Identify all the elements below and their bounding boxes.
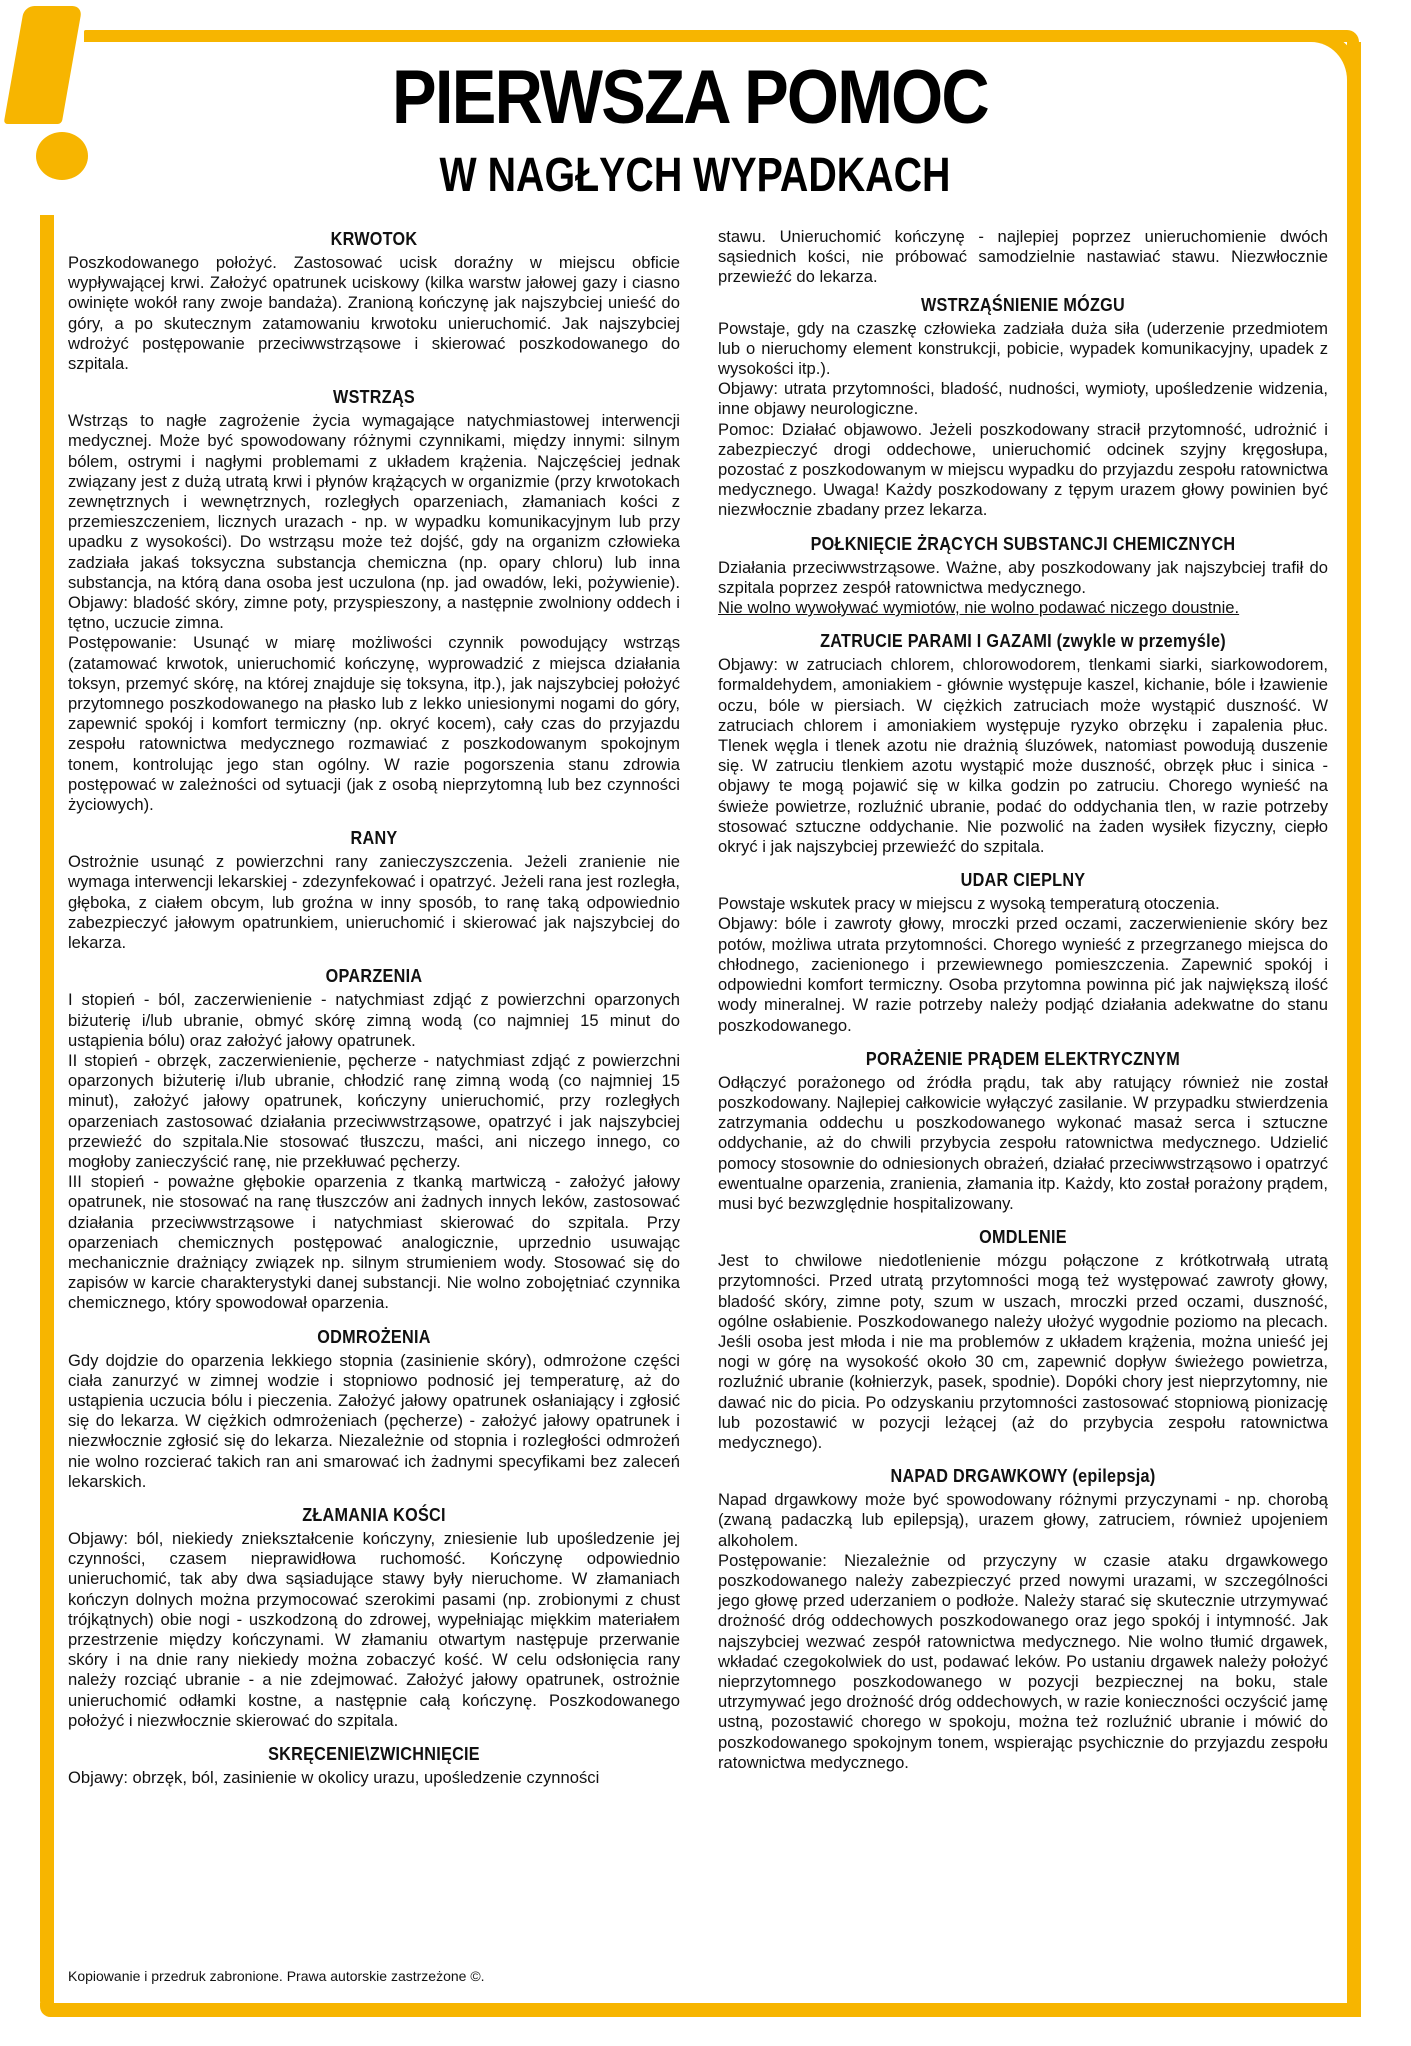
section bbox=[68, 386, 680, 815]
section-heading: KRWOTOK bbox=[330, 229, 418, 249]
section-paragraph: II stopień - obrzęk, zaczerwienienie, pęcherze - natychmiast zdjąć z powierzchni oparzonych biżuterię i/lub ubranie, chłodzić ranę zimną wodą (co najmniej 15 minut), założyć jałowy opatrunek, kończyny unieruchomić, przy rozległych oparzeniach zastosować działania przeciwwstrząsowe, opatrzyć i jak najszybciej przewieźć do szpitala.Nie stosować tłuszczu, maści, ani niczego innego, co mogłoby zanieczyścić ranę, nie przekłuwać pęcherzy. bbox=[68, 1050, 680, 1171]
copyright-footer: Kopiowanie i przedruk zabronione. Prawa autorskie zastrzeżone ©. bbox=[68, 1968, 485, 1984]
exclamation-bar bbox=[4, 6, 83, 124]
right-column bbox=[718, 227, 1328, 1785]
section-paragraph: Objawy: ból, niekiedy zniekształcenie kończyny, zniesienie lub upośledzenie jej czynności, czasem nieprawidłowa ruchomość. Kończynę odpowiednio unieruchomić, tak aby dwa sąsiadujące stawy były nieruchome. W złamaniach kończyn dolnych można przymocować szerokimi pasami (np. zrobionymi z chust trójkątnych) obie nogi - uszkodzoną do zdrowej, wypełniając miękkim materiałem przestrzenie między kończynami. W złamaniu otwartym następuje przerwanie skóry i na dnie rany niekiedy można zobaczyć kość. W celu odsłonięcia rany należy rozciąć ubranie - a nie zdejmować. Założyć jałowy opatrunek, ostrożnie unieruchomić odłamki kostne, a następnie całą kończynę. Poszkodowanego położyć i niezwłocznie skierować do szpitala. bbox=[68, 1528, 680, 1730]
section-paragraph: Postępowanie: Usunąć w miarę możliwości czynnik powodujący wstrząs (zatamować krwotok, unieruchomić kończynę, wyprowadzić z miejsca działania toksyn, przemyć skórę, na której znajduje się toksyna, itp.), jak najszybciej położyć przytomnego poszkodowanego na płasko lub z lekko uniesionymi nogami do góry, zapewnić spokój i komfort termiczny (np. okryć kocem), cały czas do przyjazdu zespołu ratownictwa medycznego rozmawiać z poszkodowanym spokojnym tonem, kontrolując jego stan ogólny. W razie pogorszenia stanu zdrowia postępować w zależności od sytuacji (jak z osobą nieprzytomną lub bez czynności życiowych). bbox=[68, 633, 680, 815]
section-heading: RANY bbox=[350, 828, 398, 849]
section-paragraph: Objawy: bóle i zawroty głowy, mroczki przed oczami, zaczerwienienie skóry bez potów, możliwa utrata przytomności. Chorego wynieść z przegrzanego miejsca do chłodnego, zacienionego i przewiewnego pomieszczenia. Zapewnić spokój i odpowiedni komfort termiczny. Osoba przytomna powinna pić jak największą ilość wody mineralnej. W razie potrzeby należy podjąć działania adekwatne do stanu poszkodowanego. bbox=[718, 914, 1328, 1035]
section-paragraph: Powstaje, gdy na czaszkę człowieka zadziała duża siła (uderzenie przedmiotem lub o nieruchomy element konstrukcji, pobicie, wypadek komunikacyjny, upadek z wysokości itp.). bbox=[718, 318, 1328, 379]
frame-top-border bbox=[84, 30, 1359, 42]
section-paragraph: Napad drgawkowy może być spowodowany różnymi przyczynami - np. chorobą (zwaną padaczką lub epilepsją), urazem głowy, zatruciem, również upojeniem alkoholem. bbox=[718, 1490, 1328, 1550]
section-heading: PORAŻENIE PRĄDEM ELEKTRYCZNYM bbox=[865, 1048, 1181, 1069]
continued-paragraph: stawu. Unieruchomić kończynę - najlepiej poprzez unieruchomienie dwóch sąsiednich kości, nie próbować samodzielnie nastawiać stawu. Niezwłocznie przewieźć do lekarza. bbox=[718, 227, 1328, 287]
section-paragraph: Gdy dojdzie do oparzenia lekkiego stopnia (zasinienie skóry), odmrożone części ciała zanurzyć w zimnej wodzie i stopniowo podnosić jej temperaturę, aż do ustąpienia uczucia bólu i pieczenia. Założyć jałowy opatrunek osłaniający i zgłosić się do lekarza. W ciężkich odmrożeniach (pęcherze) - założyć jałowy opatrunek i niezwłocznie zgłosić się do lekarza. Niezależnie od stopnia i rozległości odmrożeń nie wolno rozcierać takich ran ani smarować ich żadnymi specyfikami bez zaleceń lekarskich. bbox=[68, 1350, 680, 1491]
section-paragraph: Powstaje wskutek pracy w miejscu z wysoką temperaturą otoczenia. bbox=[718, 894, 1220, 914]
section bbox=[718, 1226, 1328, 1453]
section-paragraph: Objawy: obrzęk, ból, zasinienie w okolicy urazu, upośledzenie czynności bbox=[68, 1768, 600, 1787]
section-paragraph: Objawy: utrata przytomności, bladość, nudności, wymioty, upośledzenie widzenia, inne objawy neurologiczne. bbox=[718, 379, 1328, 419]
section bbox=[68, 827, 680, 953]
section-heading: POŁKNIĘCIE ŻRĄCYCH SUBSTANCJI CHEMICZNYCH bbox=[810, 533, 1236, 554]
section bbox=[718, 294, 1328, 521]
left-column bbox=[68, 222, 680, 1800]
section-paragraph: Pomoc: Działać objawowo. Jeżeli poszkodowany stracił przytomność, udrożnić i zabezpieczyć drogi oddechowe, unieruchomić odcinek szyjny kręgosłupa, pozostać z poszkodowanym w miejscu wypadku do przyjazdu zespołu ratownictwa medycznego. Uwaga! Każdy poszkodowany z tępym urazem głowy powinien być niezwłocznie zbadany przez lekarza. bbox=[718, 419, 1328, 520]
section-paragraph: Odłączyć porażonego od źródła prądu, tak aby ratujący również nie został poszkodowany. Najlepiej całkowicie wyłączyć zasilanie. W przypadku stwierdzenia zatrzymania oddechu u poszkodowanego wykonać masaż serca i sztuczne oddychanie, aż do chwili przybycia zespołu ratownictwa medycznego. Udzielić pomocy stosownie do odniesionych obrażeń, działać przeciwwstrząsowo i opatrzyć ewentualne oparzenia, zranienia, złamania itp. Każdy, kto został porażony prądem, musi być bezwzględnie hospitalizowany. bbox=[718, 1072, 1328, 1213]
section bbox=[718, 1465, 1328, 1773]
section-heading: SKRĘCENIE\ZWICHNIĘCIE bbox=[268, 1744, 480, 1764]
section-paragraph: Postępowanie: Niezależnie od przyczyny w czasie ataku drgawkowego poszkodowanego należy zabezpieczyć przed nowymi urazami, w szczególności jego głowę przed uderzaniem o podłoże. Należy starać się skutecznie utrzymywać drożność dróg oddechowych poszkodowanego oraz jego spokój i intymność. Jak najszybciej wezwać zespół ratownictwa medycznego. Nie wolno tłumić drgawek, wkładać czegokolwiek do ust, podawać leków. Po ustaniu drgawek należy położyć nieprzytomnego poszkodowanego w pozycji bezpiecznej na boku, stale utrzymywać jego drożność dróg oddechowych, w razie konieczności oczyścić jamę ustną, pozostawić chorego w spokoju, można też rozluźnić ubranie i mówić do poszkodowanego spokojnym tonem, wspierając psychicznie do przyjazdu zespołu ratownictwa medycznego. bbox=[718, 1550, 1328, 1772]
section bbox=[718, 869, 1328, 1035]
section-paragraph: Poszkodowanego położyć. Zastosować ucisk doraźny w miejscu obficie wypływającej krwi. Założyć opatrunek uciskowy (kilka warstw jałowej gazy i ciasno owinięte wokół rany zwoje bandaża). Zranioną kończynę jak najszybciej unieść do góry, a po skutecznym zatamowaniu krwotoku unieruchomić. Jak najszybciej wdrożyć postępowanie przeciwwstrząsowe i skierować poszkodowanego do szpitala. bbox=[68, 253, 680, 374]
section bbox=[68, 1326, 680, 1492]
frame-left-border bbox=[40, 215, 54, 2015]
section-heading: ZŁAMANIA KOŚCI bbox=[302, 1504, 446, 1525]
section-paragraph: Ostrożnie usunąć z powierzchni rany zanieczyszczenia. Jeżeli zranienie nie wymaga interwencji lekarskiej - zdezynfekować i opatrzyć. Jeżeli rana jest rozległa, głęboka, z ciałem obcym, lub groźna w inny sposób, to ranę taką odpowiednio zabezpieczyć jałowym opatrunkiem, unieruchomić i skierować jak najszybciej do lekarza. bbox=[68, 852, 680, 953]
page-subtitle: W NAGŁYCH WYPADKACH bbox=[439, 149, 951, 202]
warning-underlined: Nie wolno wywoływać wymiotów, nie wolno podawać niczego doustnie. bbox=[718, 598, 1240, 618]
section-paragraph: Działania przeciwwstrząsowe. Ważne, aby poszkodowany jak najszybciej trafił do szpitala poprzez zespół ratownictwa medycznego. bbox=[718, 557, 1328, 597]
section-paragraph: III stopień - poważne głębokie oparzenia z tkanką martwiczą - założyć jałowy opatrunek, nie stosować na ranę tłuszczów ani żadnych innych leków, zastosować działania przeciwwstrząsowe i natychmiast skierować do szpitala. Przy oparzeniach chemicznych postępować analogicznie, uprzednio usuwając mechanicznie drażniący związek np. silnym strumieniem wody. Stosować się do zapisów w karcie charakterystyki danej substancji. Nie wolno zobojętniać czynnika chemicznego, który spowodował oparzenia. bbox=[68, 1172, 680, 1313]
frame-bottom-border bbox=[40, 2003, 1361, 2017]
section-paragraph: I stopień - ból, zaczerwienienie - natychmiast zdjąć z powierzchni oparzonych biżuterię i/lub ubranie, obmyć skórę zimną wodą (co najmniej 15 minut do ustąpienia bólu) oraz założyć jałowy opatrunek. bbox=[68, 990, 680, 1050]
section-heading: WSTRZĄŚNIENIE MÓZGU bbox=[920, 294, 1126, 315]
section-heading: WSTRZĄS bbox=[333, 387, 415, 408]
section bbox=[68, 1504, 680, 1731]
page-title: PIERWSZA POMOC bbox=[392, 55, 988, 140]
section bbox=[68, 228, 680, 374]
section-paragraph: Objawy: w zatruciach chlorem, chlorowodorem, tlenkami siarki, siarkowodorem, formaldehydem, amoniakiem - głównie występuje kaszel, kichanie, bóle i łzawienie oczu, bóle w piersiach. W ciężkich zatruciach może wystąpić duszność. W zatruciach chlorem i amoniakiem występuje ryzyko obrzęku i zapalenia płuc. Tlenek węgla i tlenek azotu nie drażnią śluzówek, natomiast powodują duszenie się. W zatruciu tlenkiem azotu wystąpić może duszność, obrzęk płuc i sinica - objawy te mogą pojawić się w kilka godzin po zatruciu. Chorego wynieść na świeże powietrze, rozluźnić ubranie, podać do oddychania tlen, w razie potrzeby stosować sztuczne oddychanie. Nie pozwolić na żaden wysiłek fizyczny, ciepło okryć i jak najszybciej przewieźć do szpitala. bbox=[718, 655, 1328, 857]
section-heading: OPARZENIA bbox=[325, 966, 423, 987]
exclamation-dot bbox=[36, 132, 88, 180]
section-heading: UDAR CIEPLNY bbox=[960, 870, 1086, 891]
section bbox=[68, 1743, 680, 1788]
section-paragraph: Jest to chwilowe niedotlenienie mózgu połączone z krótkotrwałą utratą przytomności. Przed utratą przytomności mogą też występować zawroty głowy, bladość skóry, zimne poty, szum w uszach, mroczki przed oczami, duszność, ogólne osłabienie. Poszkodowanego należy ułożyć wygodnie poziomo na plecach. Jeśli osoba jest młoda i nie ma problemów z układem krążenia, można unieść jej nogi w górę na wysokość około 30 cm, zapewnić dopływ świeżego powietrza, rozluźnić ubranie (kołnierzyk, pasek, spodnie). Dopóki chory jest nieprzytomny, nie dawać nic do picia. Po odzyskaniu przytomności zastosować stopniową pionizację lub pozostawić w pozycji leżącej (aż do przybycia zespołu ratownictwa medycznego). bbox=[718, 1251, 1328, 1452]
section-heading: ODMROŻENIA bbox=[317, 1326, 431, 1347]
section-heading: ZATRUCIE PARAMI I GAZAMI (zwykle w przemyśle) bbox=[820, 631, 1226, 652]
section bbox=[718, 630, 1328, 857]
section-paragraph: Wstrząs to nagłe zagrożenie życia wymagające natychmiastowej interwencji medycznej. Może być spowodowany różnymi czynnikami, między innymi: silnym bólem, ostrymi i nagłymi problemami z układem krążenia. Najczęściej jednak związany jest z dużą utratą krwi i płynów krążących w organizmie (przy krwotokach zewnętrznych i wewnętrznych, rozległych oparzeniach, złamaniach kości z przemieszczeniem, licznych urazach - np. w wypadku komunikacyjnym lub przy upadku z wysokości). Do wstrząsu może też dojść, gdy na organizm człowieka zadziała jakaś toksyczna substancja chemiczna (np. opary chloru) lub inna substancja, na którą dana osoba jest uczulona (np. jad owadów, leki, pożywienie). Objawy: bladość skóry, zimne poty, przyspieszony, a następnie zwolniony oddech i tętno, uczucie zimna. bbox=[68, 411, 680, 633]
section bbox=[718, 1048, 1328, 1214]
section-heading: OMDLENIE bbox=[979, 1227, 1067, 1248]
section bbox=[718, 533, 1328, 619]
section bbox=[68, 965, 680, 1313]
frame-right-border bbox=[1347, 42, 1361, 2017]
section-heading: NAPAD DRGAWKOWY (epilepsja) bbox=[890, 1466, 1156, 1487]
